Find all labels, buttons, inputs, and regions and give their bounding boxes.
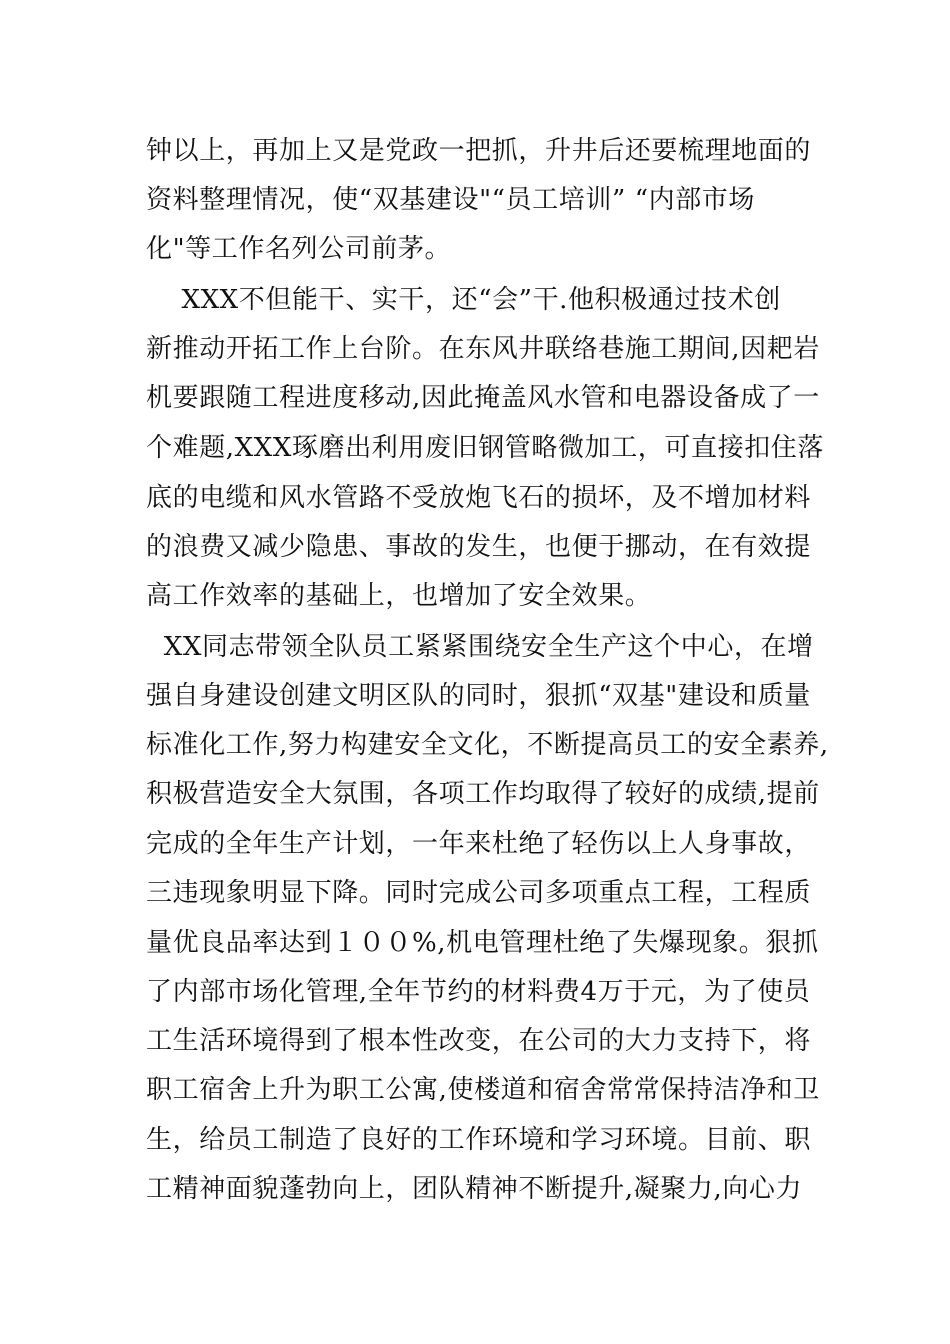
text-line: 标准化工作,努力构建安全文化，不断提高员工的安全素养, xyxy=(146,730,829,760)
text-line: 钟以上，再加上又是党政一把抓，升井后还要梳理地面的 xyxy=(146,136,812,166)
text-line: XXX不但能干、实干，还“会”干.他积极通过技术创 xyxy=(146,285,781,315)
text-line: 资料整理情况，使“双基建设"“员工培训” “内部市场 xyxy=(146,185,755,215)
text-line: XX同志带领全队员工紧紧围绕安全生产这个中心，在增 xyxy=(146,632,814,662)
text-line: 高工作效率的基础上，也增加了安全效果。 xyxy=(146,581,652,611)
text-line: 工生活环境得到了根本性改变，在公司的大力支持下，将 xyxy=(146,1026,812,1056)
text-line: 量优良品率达到１００%,机电管理杜绝了失爆现象。狠抓 xyxy=(146,928,819,958)
text-line: 新推动开拓工作上台阶。在东风井联络巷施工期间,因耙岩 xyxy=(146,334,820,364)
text-line: 化"等工作名列公司前茅。 xyxy=(146,234,452,264)
text-line: 完成的全年生产计划，一年来杜绝了轻伤以上人身事故， xyxy=(146,829,812,859)
text-line: 职工宿舍上升为职工公寓,使楼道和宿舍常常保持洁净和卫 xyxy=(146,1075,820,1105)
text-line: 三违现象明显下降。同时完成公司多项重点工程，工程质 xyxy=(146,878,812,908)
text-line: 的浪费又减少隐患、事故的发生，也便于挪动，在有效提 xyxy=(146,532,812,562)
text-line: 机要跟随工程进度移动,因此掩盖风水管和电器设备成了一 xyxy=(146,383,820,413)
text-line: 个难题,XXX琢磨出利用废旧钢管略微加工，可直接扣住落 xyxy=(146,433,824,463)
text-line: 底的电缆和风水管路不受放炮飞石的损坏，及不增加材料 xyxy=(146,483,812,513)
text-line: 了内部市场化管理,全年节约的材料费4万于元，为了使员 xyxy=(146,977,811,1007)
text-line: 生，给员工制造了良好的工作环境和学习环境。目前、职 xyxy=(146,1125,812,1155)
text-line: 积极营造安全大氛围，各项工作均取得了较好的成绩,提前 xyxy=(146,779,820,809)
text-line: 工精神面貌蓬勃向上，团队精神不断提升,凝聚力,向心力 xyxy=(146,1174,803,1204)
text-line: 强自身建设创建文明区队的同时，狠抓“双基"建设和质量 xyxy=(146,681,811,711)
